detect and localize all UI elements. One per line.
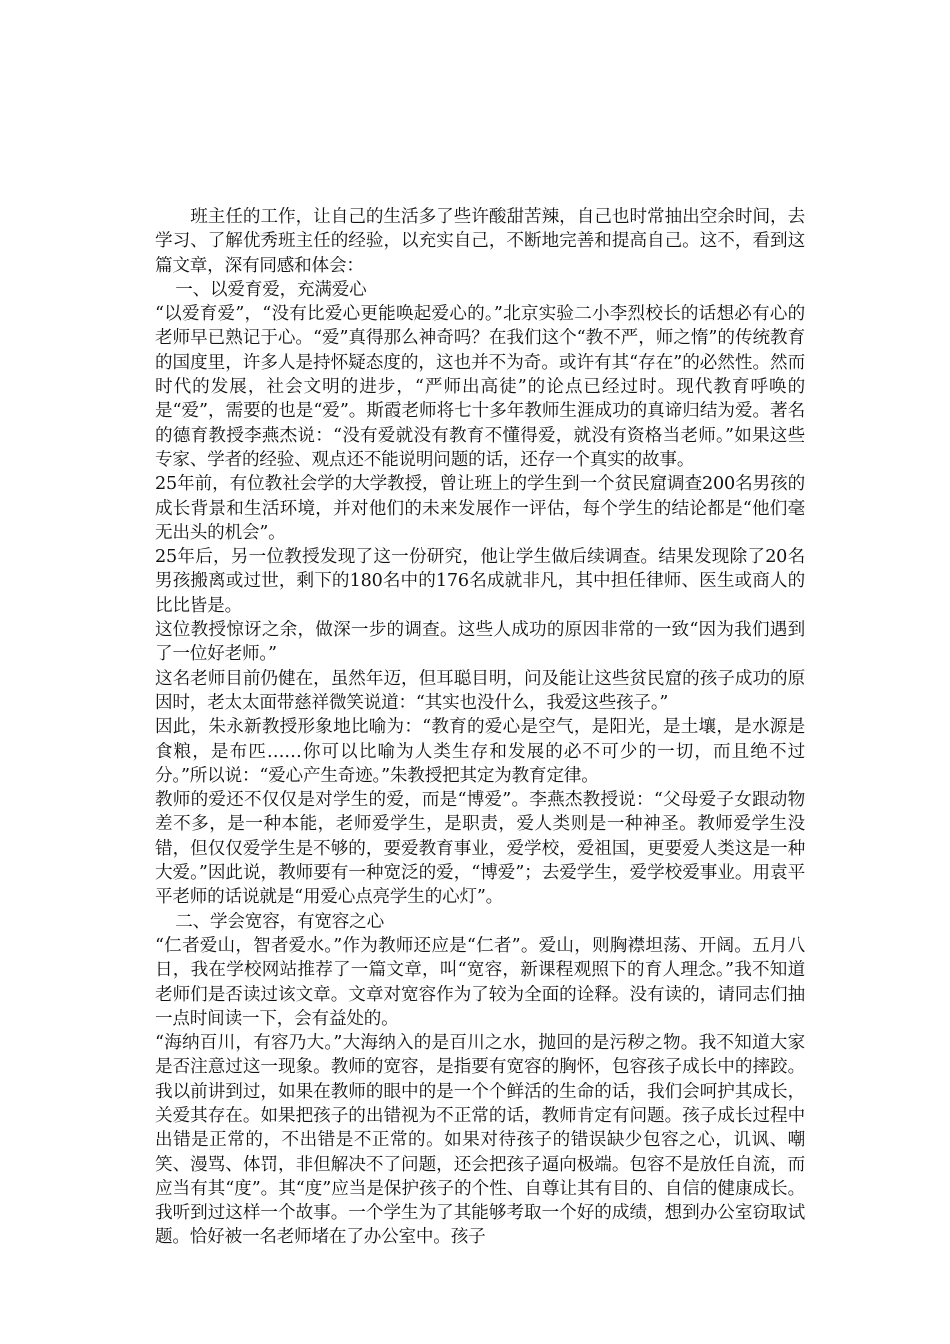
paragraph-love-education: “以爱育爱”，“没有比爱心更能唤起爱心的。”北京实验二小李烈校长的话想必有心的老师早已熟记于心。“爱”真得那么神奇吗？在我们这个“教不严，师之惰”的传统教育的国度里，许多人是持怀疑态度的，这也并不为奇。或许有其“存在”的必然性。然而时代的发展，社会文明的进步，“严师出高徒”的论点已经过时。现代教育呼唤的是“爱”，需要的也是“爱”。斯霞老师将七十多年教师生涯成功的真谛归结为爱。著名的德育教授李燕杰说：“没有爱就没有教育不懂得爱，就没有资格当老师。”如果这些专家、学者的经验、观点还不能说明问题的话，还存一个真实的故事。 xyxy=(155,304,805,470)
section-heading-tolerance: 二、学会宽容，有宽容之心 xyxy=(175,911,384,932)
paragraph-universal-love: 教师的爱还不仅仅是对学生的爱，而是“博爱”。李燕杰教授说：“父母爱子女跟动物差不多，是一种本能，老师爱学生，是职责，爱人类则是一种神圣。教师爱学生没错，但仅仅爱学生是不够的，要爱教育事业，爱学校，爱祖国，更要爱人类这是一种大爱。”因此说，教师要有一种宽泛的爱，“博爱”；去爱学生，爱学校爱事业。用袁平平老师的话说就是“用爱心点亮学生的心灯”。 xyxy=(155,790,805,908)
section-heading-love: 一、以爱育爱，充满爱心 xyxy=(175,279,367,300)
paragraph-study-25-years-later: 25年后，另一位教授发现了这一份研究，他让学生做后续调查。结果发现除了20名男孩搬离或过世，剩下的180名中的176名成就非凡，其中担任律师、医生或商人的比比皆是。 xyxy=(155,547,805,616)
document-page xyxy=(155,205,805,1250)
paragraph-zhu-yongxin: 因此，朱永新教授形象地比喻为：“教育的爱心是空气，是阳光，是土壤，是水源是食粮，是布匹……你可以比喻为人类生存和发展的必不可少的一切，而且绝不过分。”所以说：“爱心产生奇迹。”朱教授把其定为教育定律。 xyxy=(155,717,805,786)
paragraph-professor-surprised: 这位教授惊讶之余，做深一步的调查。这些人成功的原因非常的一致“因为我们遇到了一位好老师。” xyxy=(155,620,805,665)
paragraph-old-teacher: 这名老师目前仍健在，虽然年迈，但耳聪目明，问及能让这些贫民窟的孩子成功的原因时，老太太面带慈祥微笑说道：“其实也没什么，我爱这些孩子。” xyxy=(155,668,805,713)
paragraph-sea-embraces: “海纳百川，有容乃大。”大海纳入的是百川之水，抛回的是污秽之物。我不知道大家是否注意过这一现象。教师的宽容，是指要有宽容的胸怀，包容孩子成长中的摔跤。我以前讲到过，如果在教师的眼中的是一个个鲜活的生命的话，我们会呵护其成长，关爱其存在。如果把孩子的出错视为不正常的话，教师肯定有问题。孩子成长过程中出错是正常的，不出错是不正常的。如果对待孩子的错误缺少包容之心，讥讽、嘲笑、漫骂、体罚，非但解决不了问题，还会把孩子逼向极端。包容不是放任自流，而应当有其“度”。其“度”应当是保护孩子的个性、自尊让其有目的、自信的健康成长。我听到过这样一个故事。一个学生为了其能够考取一个好的成绩，想到办公室窃取试题。恰好被一名老师堵在了办公室中。孩子 xyxy=(155,1033,805,1248)
paragraph-benevolent: “仁者爱山，智者爱水。”作为教师还应是“仁者”。爱山，则胸襟坦荡、开阔。五月八日，我在学校网站推荐了一篇文章，叫“宽容，新课程观照下的育人理念。”我不知道老师们是否读过该文章。文章对宽容作为了较为全面的诠释。没有读的，请同志们抽一点时间读一下，会有益处的。 xyxy=(155,935,805,1029)
paragraph-study-25-years-ago: 25年前，有位教社会学的大学教授，曾让班上的学生到一个贫民窟调查200名男孩的成长背景和生活环境，并对他们的未来发展作一评估，每个学生的结论都是“他们毫无出头的机会”。 xyxy=(155,474,805,543)
paragraph-intro: 班主任的工作，让自己的生活多了些许酸甜苦辣，自己也时常抽出空余时间，去学习、了解优秀班主任的经验，以充实自己，不断地完善和提高自己。这不，看到这篇文章，深有同感和体会： xyxy=(155,207,805,276)
